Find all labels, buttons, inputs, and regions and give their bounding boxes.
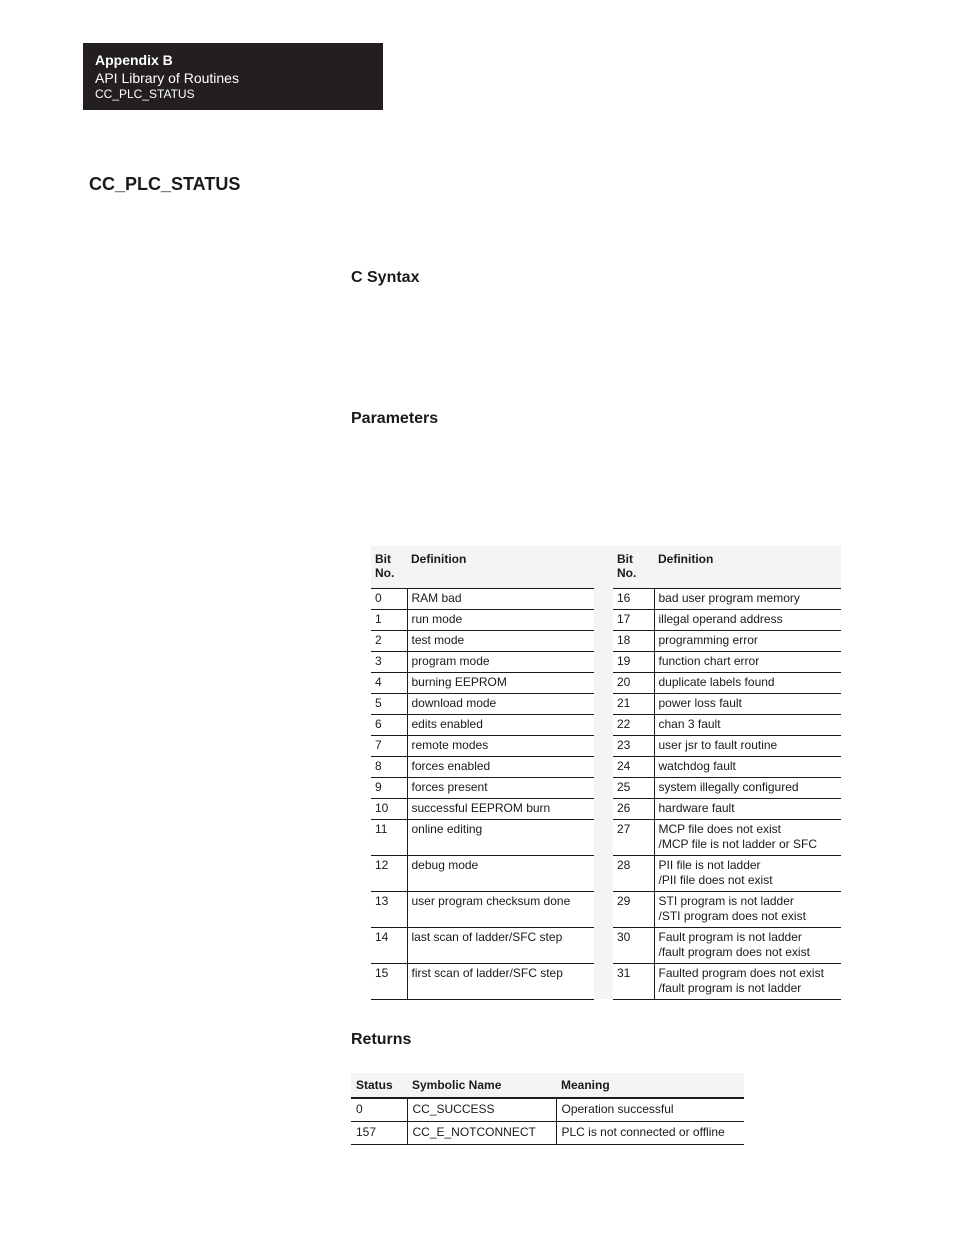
bit-number: 15 [371, 964, 407, 1000]
bit-number: 24 [613, 757, 654, 778]
bit-definition: hardware fault [654, 799, 841, 820]
table-row [371, 652, 594, 673]
symbolic-name: CC_E_NOTCONNECT [407, 1122, 556, 1145]
bit-number: 6 [371, 715, 407, 736]
bit-definition: user program checksum done [407, 892, 594, 928]
table-row [371, 736, 594, 757]
bit-definition: PII file is not ladder /PII file does not exist [654, 856, 841, 892]
bit-definition: debug mode [407, 856, 594, 892]
bit-definition: successful EEPROM burn [407, 799, 594, 820]
table-row [613, 589, 841, 610]
table-header-row [351, 1073, 744, 1098]
table-row [371, 856, 594, 892]
bit-number: 23 [613, 736, 654, 757]
bit-definition: RAM bad [407, 589, 594, 610]
table-row [613, 736, 841, 757]
table-row [371, 799, 594, 820]
table-row [371, 964, 594, 1000]
bit-no-header: Bit No. [613, 546, 654, 589]
bit-definition: online editing [407, 820, 594, 856]
routine-label: CC_PLC_STATUS [95, 87, 195, 101]
bit-definition: forces enabled [407, 757, 594, 778]
bit-number: 8 [371, 757, 407, 778]
status-code: 157 [351, 1122, 407, 1145]
bit-number: 31 [613, 964, 654, 1000]
bit-definition: first scan of ladder/SFC step [407, 964, 594, 1000]
bit-number: 13 [371, 892, 407, 928]
bit-definition: power loss fault [654, 694, 841, 715]
bit-definition: remote modes [407, 736, 594, 757]
bit-definition: Fault program is not ladder /fault program does not exist [654, 928, 841, 964]
bit-definition: program mode [407, 652, 594, 673]
bit-definition: bad user program memory [654, 589, 841, 610]
status-bit-table-right [613, 546, 841, 1000]
bit-number: 10 [371, 799, 407, 820]
bit-number: 26 [613, 799, 654, 820]
bit-number: 22 [613, 715, 654, 736]
symbolic-name: CC_SUCCESS [407, 1098, 556, 1122]
bit-number: 14 [371, 928, 407, 964]
bit-number: 11 [371, 820, 407, 856]
bit-definition: programming error [654, 631, 841, 652]
bit-definition: illegal operand address [654, 610, 841, 631]
c-syntax-heading: C Syntax [351, 269, 420, 286]
bit-definition: Faulted program does not exist /fault program is not ladder [654, 964, 841, 1000]
table-row [371, 673, 594, 694]
status-header: Status [351, 1073, 407, 1098]
bit-definition: chan 3 fault [654, 715, 841, 736]
parameters-heading: Parameters [351, 410, 439, 427]
bit-number: 5 [371, 694, 407, 715]
table-row [613, 928, 841, 964]
table-row [613, 631, 841, 652]
bit-definition: user jsr to fault routine [654, 736, 841, 757]
bit-number: 16 [613, 589, 654, 610]
table-row [613, 694, 841, 715]
definition-header: Definition [654, 546, 841, 589]
bit-number: 17 [613, 610, 654, 631]
bit-definition: duplicate labels found [654, 673, 841, 694]
bit-definition: system illegally configured [654, 778, 841, 799]
table-row [351, 1122, 744, 1145]
table-row [351, 1098, 744, 1122]
library-label: API Library of Routines [95, 70, 239, 86]
table-row [371, 928, 594, 964]
bit-number: 27 [613, 820, 654, 856]
table-row [613, 610, 841, 631]
symbolic-name-header: Symbolic Name [407, 1073, 556, 1098]
returns-table [351, 1073, 744, 1145]
appendix-label: Appendix B [95, 52, 173, 68]
bit-number: 9 [371, 778, 407, 799]
bit-number: 25 [613, 778, 654, 799]
meaning-header: Meaning [556, 1073, 744, 1098]
meaning-text: Operation successful [556, 1098, 744, 1122]
table-row [371, 757, 594, 778]
bit-number: 12 [371, 856, 407, 892]
table-row [613, 964, 841, 1000]
bit-definition: test mode [407, 631, 594, 652]
bit-number: 7 [371, 736, 407, 757]
table-header-row [371, 546, 594, 589]
status-bit-table-left [371, 546, 594, 1000]
definition-header: Definition [407, 546, 594, 589]
bit-number: 0 [371, 589, 407, 610]
bit-definition: run mode [407, 610, 594, 631]
table-row [613, 715, 841, 736]
appendix-header-box [83, 43, 383, 110]
table-row [613, 778, 841, 799]
table-row [613, 892, 841, 928]
bit-number: 18 [613, 631, 654, 652]
status-code: 0 [351, 1098, 407, 1122]
bit-definition: MCP file does not exist /MCP file is not ladder or SFC [654, 820, 841, 856]
table-row [613, 820, 841, 856]
table-row [371, 778, 594, 799]
table-row [613, 856, 841, 892]
table-row [613, 652, 841, 673]
bit-number: 1 [371, 610, 407, 631]
bit-definition: edits enabled [407, 715, 594, 736]
table-row [371, 715, 594, 736]
table-row [613, 757, 841, 778]
bit-number: 20 [613, 673, 654, 694]
bit-number: 19 [613, 652, 654, 673]
page-title: CC_PLC_STATUS [89, 174, 241, 194]
table-row [613, 799, 841, 820]
table-row [371, 892, 594, 928]
table-gutter [594, 546, 613, 999]
bit-definition: forces present [407, 778, 594, 799]
table-row [371, 610, 594, 631]
bit-definition: watchdog fault [654, 757, 841, 778]
table-header-row [613, 546, 841, 589]
bit-no-header: Bit No. [371, 546, 407, 589]
bit-number: 3 [371, 652, 407, 673]
table-row [371, 589, 594, 610]
bit-definition: download mode [407, 694, 594, 715]
bit-definition: last scan of ladder/SFC step [407, 928, 594, 964]
table-row [371, 694, 594, 715]
bit-number: 2 [371, 631, 407, 652]
bit-number: 30 [613, 928, 654, 964]
table-row [613, 673, 841, 694]
table-row [371, 820, 594, 856]
meaning-text: PLC is not connected or offline [556, 1122, 744, 1145]
bit-number: 28 [613, 856, 654, 892]
bit-definition: burning EEPROM [407, 673, 594, 694]
bit-number: 21 [613, 694, 654, 715]
bit-definition: function chart error [654, 652, 841, 673]
table-row [371, 631, 594, 652]
bit-definition: STI program is not ladder /STI program does not exist [654, 892, 841, 928]
bit-number: 4 [371, 673, 407, 694]
bit-number: 29 [613, 892, 654, 928]
returns-heading: Returns [351, 1031, 412, 1048]
